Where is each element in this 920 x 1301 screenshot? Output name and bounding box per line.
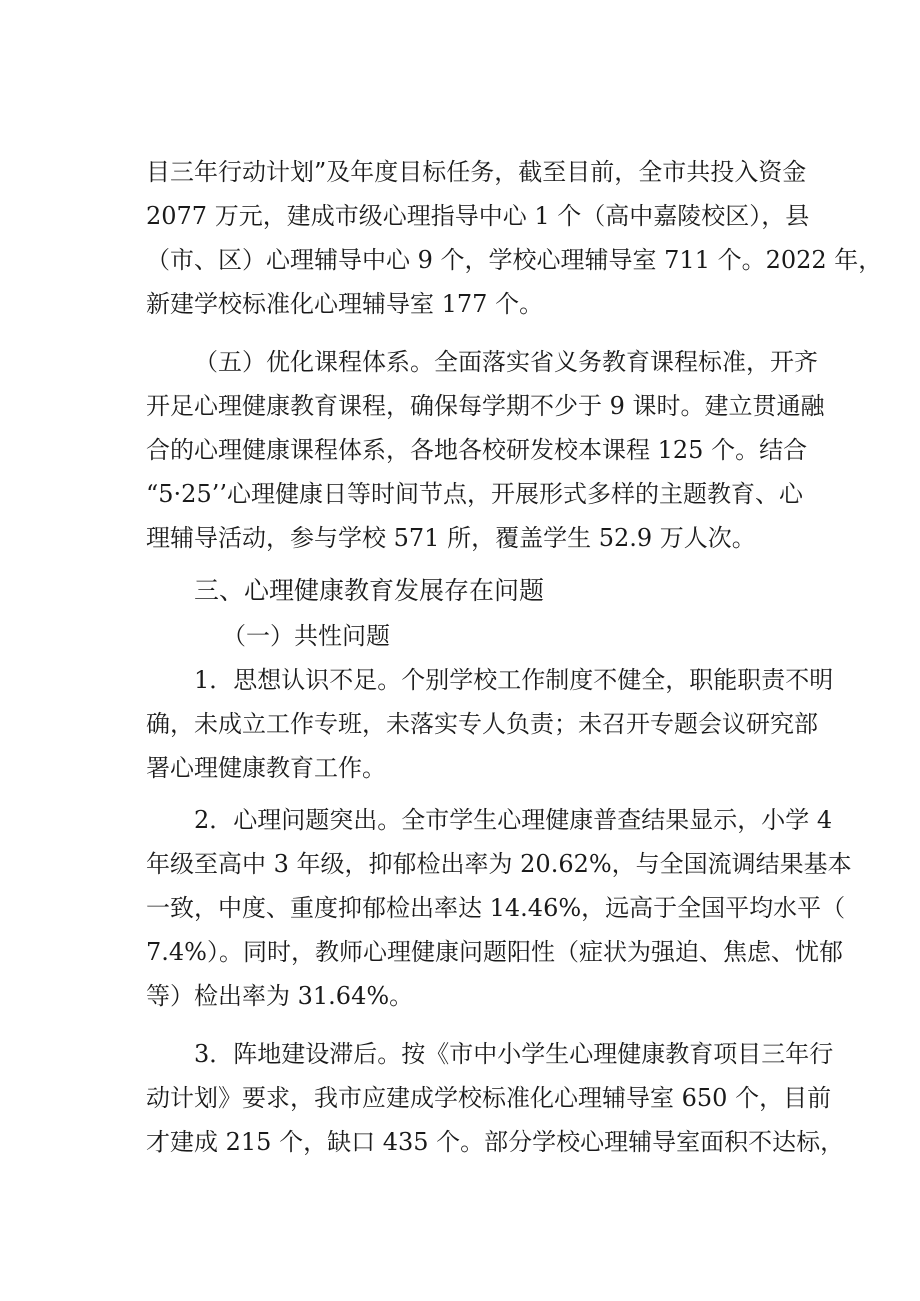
paragraph-line: 一致，中度、重度抑郁检出率达 14.46%，远高于全国平均水平（ (146, 894, 846, 922)
paragraph-line: 等）检出率为 31.64%。 (146, 982, 414, 1010)
document-page (146, 150, 883, 1164)
paragraph-line: （五）优化课程体系。全面落实省义务教育课程标准，开齐 (194, 348, 818, 376)
paragraph-line: 3．阵地建设滞后。按《市中小学生心理健康教育项目三年行 (194, 1040, 834, 1068)
paragraph-line: “5·25’’心理健康日等时间节点，开展形式多样的主题教育、心 (146, 480, 803, 508)
paragraph-line: 开足心理健康教育课程，确保每学期不少于 9 课时。建立贯通融 (146, 392, 825, 420)
paragraph-line: 合的心理健康课程体系，各地各校研发校本课程 125 个。结合 (146, 436, 808, 464)
section-heading: 三、心理健康教育发展存在问题 (194, 576, 545, 605)
subsection-heading: （一）共性问题 (222, 622, 390, 650)
paragraph-line: 1．思想认识不足。个别学校工作制度不健全，职能职责不明 (194, 666, 834, 694)
paragraph-line: （市、区）心理辅导中心 9 个，学校心理辅导室 711 个。2022 年， (146, 246, 883, 274)
paragraph-line: 2．心理问题突出。全市学生心理健康普查结果显示，小学 4 (194, 806, 833, 834)
paragraph-line: 动计划》要求，我市应建成学校标准化心理辅导室 650 个，目前 (146, 1084, 832, 1112)
paragraph-line: 年级至高中 3 年级，抑郁检出率为 20.62%，与全国流调结果基本 (146, 850, 852, 878)
paragraph-line: 才建成 215 个，缺口 435 个。部分学校心理辅导室面积不达标， (146, 1128, 845, 1156)
paragraph-line: 目三年行动计划”及年度目标任务，截至目前，全市共投入资金 (146, 158, 807, 186)
paragraph-line: 2077 万元，建成市级心理指导中心 1 个（高中嘉陵校区），县 (146, 202, 810, 230)
paragraph-line: 确，未成立工作专班，未落实专人负责；未召开专题会议研究部 (146, 710, 818, 738)
paragraph-line: 新建学校标准化心理辅导室 177 个。 (146, 290, 544, 318)
paragraph-line: 署心理健康教育工作。 (146, 754, 386, 782)
paragraph-line: 理辅导活动，参与学校 571 所，覆盖学生 52.9 万人次。 (146, 524, 756, 552)
paragraph-line: 7.4%）。同时，教师心理健康问题阳性（症状为强迫、焦虑、忧郁 (146, 938, 843, 966)
